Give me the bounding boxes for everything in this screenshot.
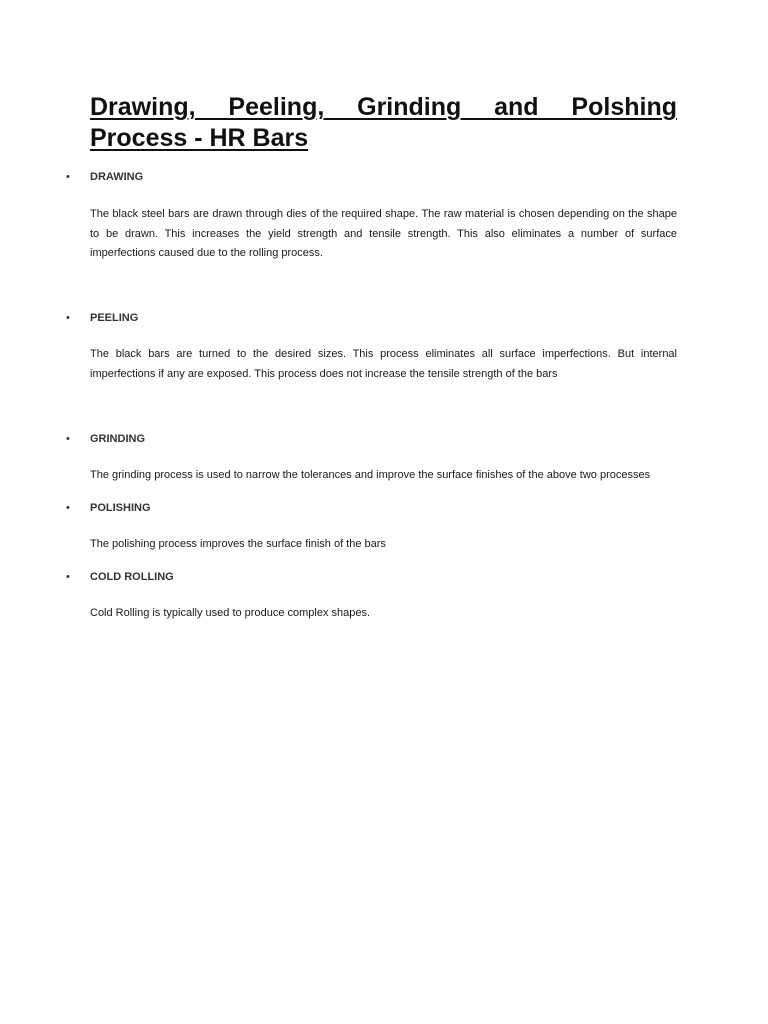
section-body-peeling: The black bars are turned to the desired sizes. This process eliminates all surface imperfections. But internal imperfections if any are exposed. This process does not increase the tensile strength of the bars [90, 348, 677, 380]
bullet-icon: • [66, 502, 70, 514]
section-body-drawing: The black steel bars are drawn through dies of the required shape. The raw material is chosen depending on the shape to be drawn. This increases the yield strength and tensile strength. This also eliminates a number of surface imperfections caused due to the rolling process. [90, 208, 677, 259]
section-body-cold-rolling: Cold Rolling is typically used to produce complex shapes. [90, 607, 371, 619]
document-title: Drawing, Peeling, Grinding and Polshing Process - HR Bars [90, 93, 677, 152]
bullet-icon: • [66, 433, 70, 445]
section-body-polishing: The polishing process improves the surface finish of the bars [90, 538, 386, 550]
section-heading-label: PEELING [90, 312, 139, 324]
section-body-grinding: The grinding process is used to narrow the tolerances and improve the surface finishes of the above two processes [90, 469, 651, 481]
section-heading-drawing [66, 170, 677, 184]
section-heading-peeling [66, 311, 677, 325]
section-heading-grinding [66, 432, 677, 446]
section-heading-label: POLISHING [90, 502, 151, 514]
section-heading-cold-rolling [66, 570, 677, 584]
bullet-icon: • [66, 312, 70, 324]
section-heading-label: COLD ROLLING [90, 571, 174, 583]
section-heading-label: DRAWING [90, 171, 144, 183]
bullet-icon: • [66, 571, 70, 583]
section-heading-polishing [66, 501, 677, 515]
section-heading-label: GRINDING [90, 433, 145, 445]
bullet-icon: • [66, 171, 70, 183]
